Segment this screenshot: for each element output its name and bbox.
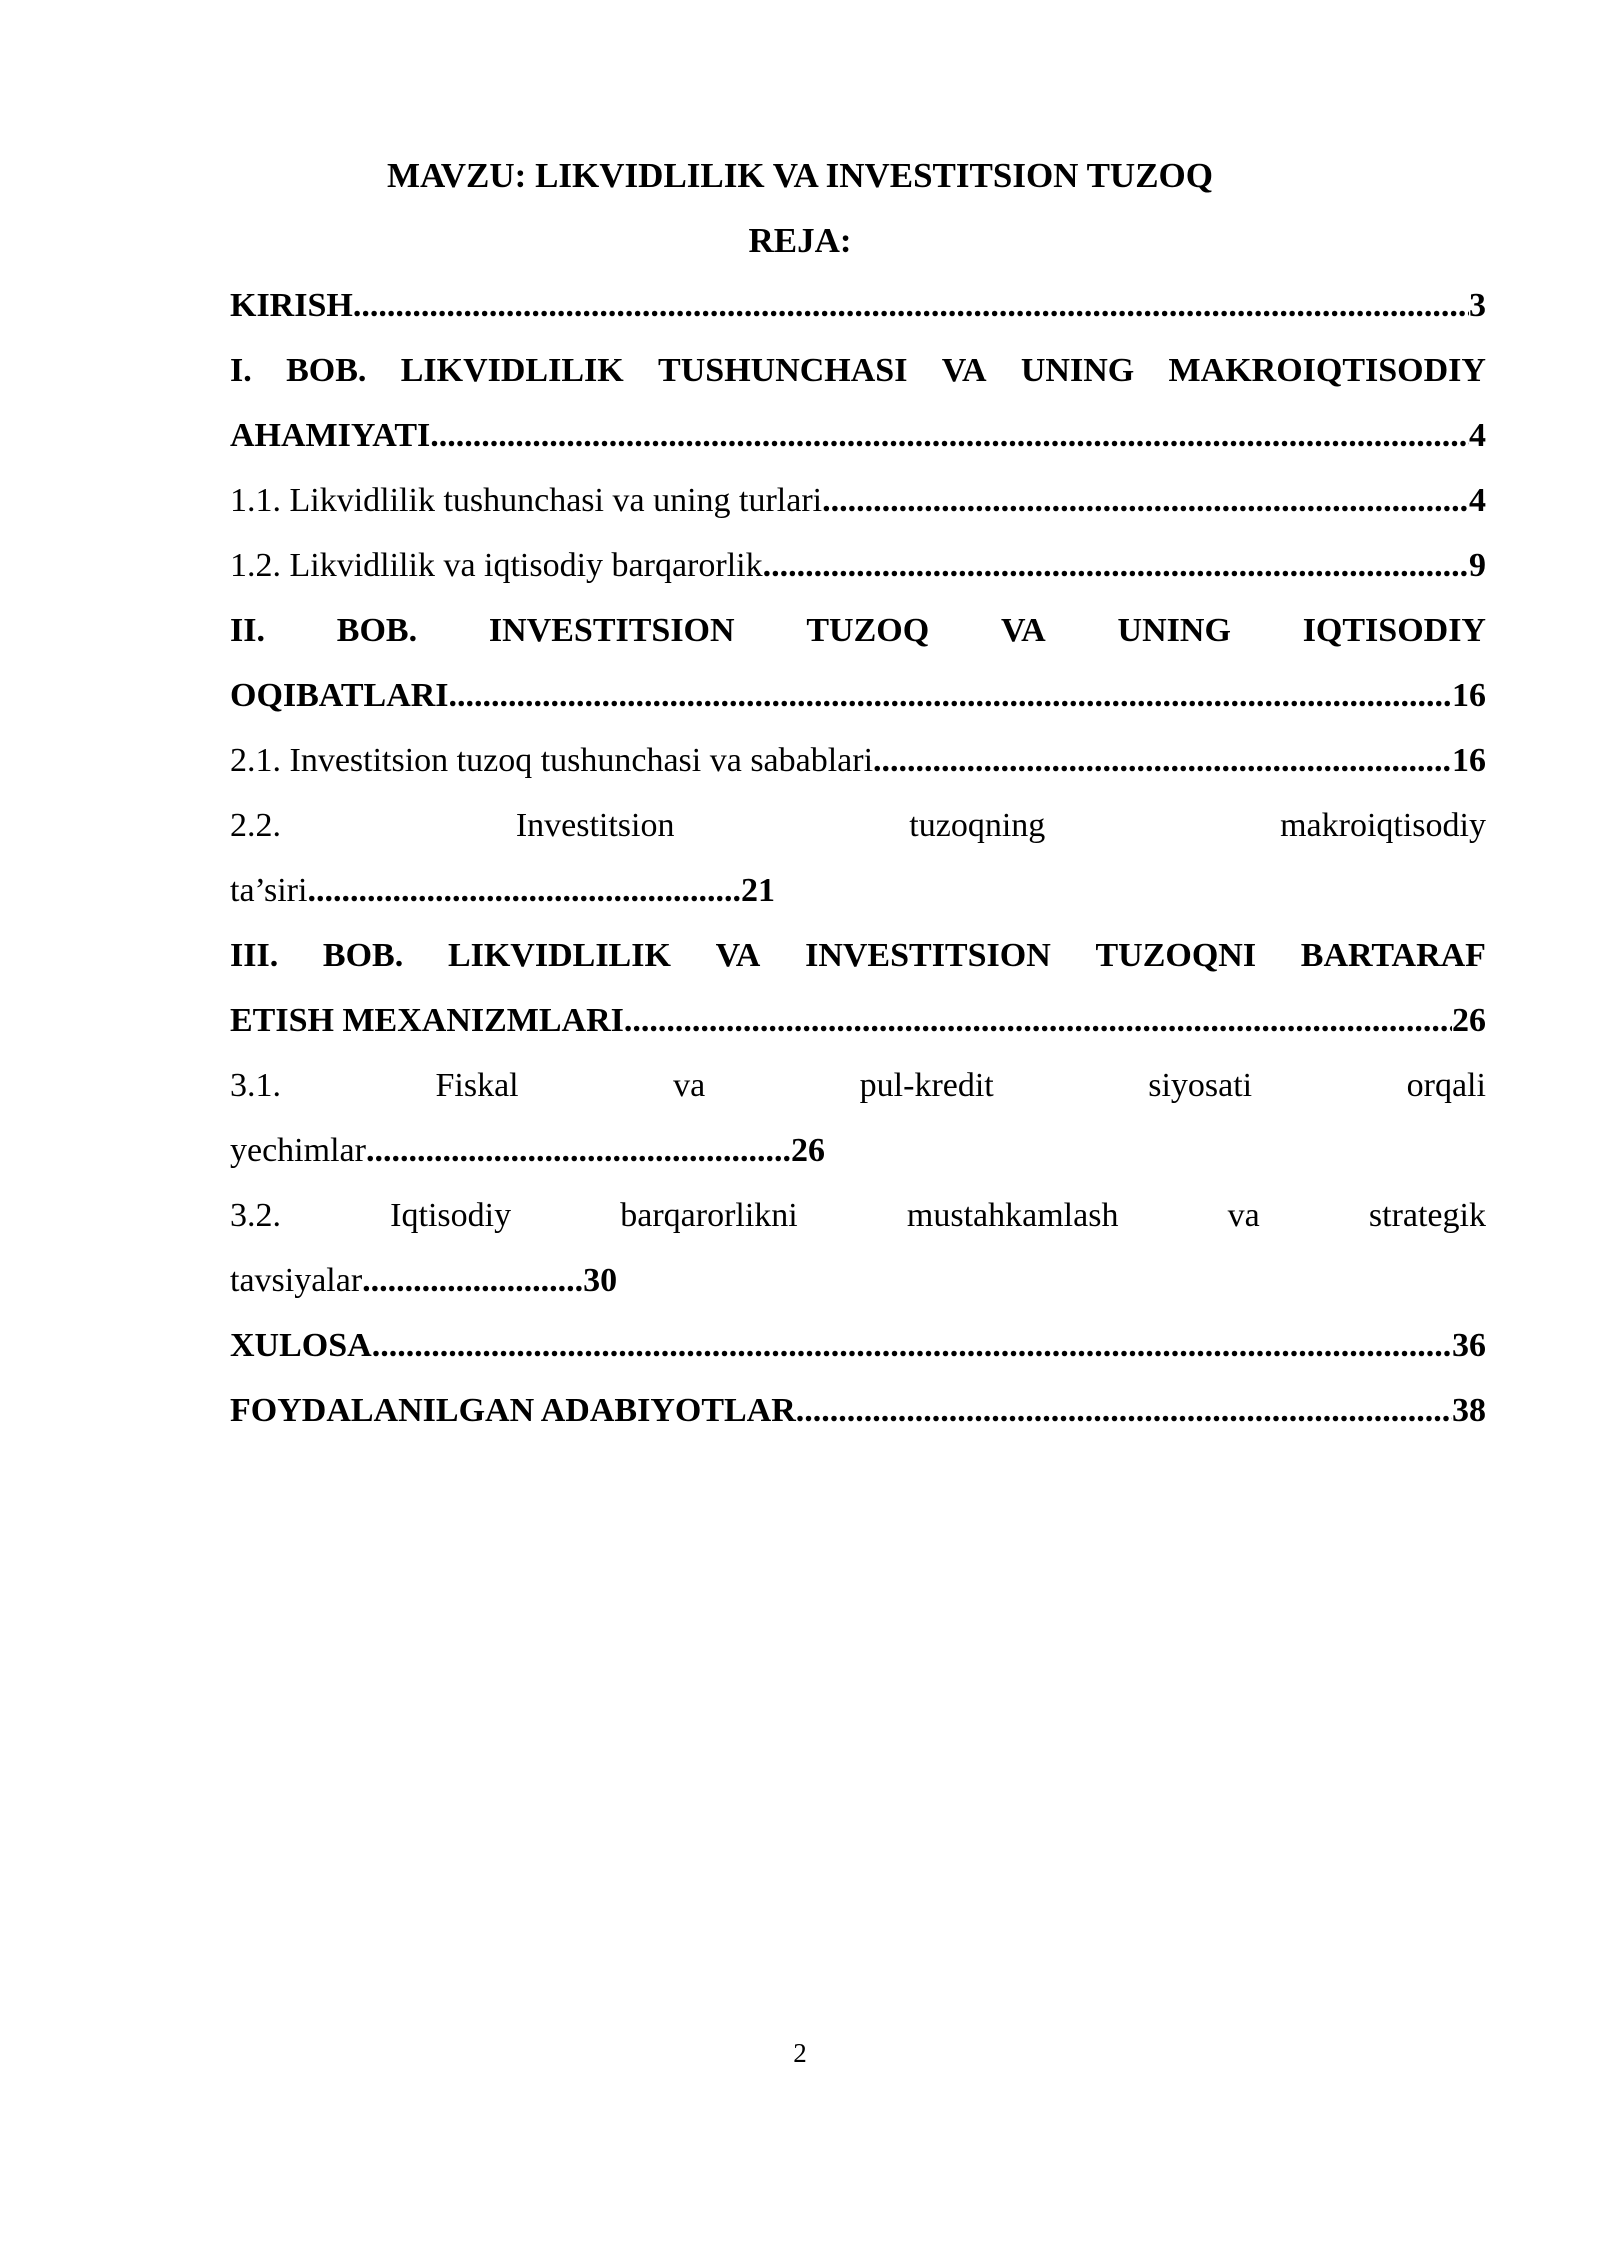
toc-leader-dots bbox=[430, 410, 1469, 462]
toc-leader-dots bbox=[873, 735, 1452, 787]
toc-page-number: 4 bbox=[1469, 482, 1486, 519]
toc-label: tavsiyalar bbox=[230, 1262, 363, 1299]
toc-entry-kirish[interactable] bbox=[230, 280, 1486, 345]
table-of-contents bbox=[230, 280, 1486, 1450]
toc-word: orqali bbox=[1406, 1067, 1486, 1104]
plan-heading: REJA: bbox=[748, 221, 852, 260]
toc-word: VA bbox=[1001, 612, 1046, 649]
toc-page-number: 16 bbox=[1452, 742, 1486, 779]
toc-word: BOB. bbox=[336, 612, 418, 649]
toc-word: Investitsion bbox=[515, 807, 675, 844]
toc-word: 3.2. bbox=[230, 1197, 281, 1234]
toc-word: TUZOQ bbox=[806, 612, 930, 649]
toc-word: VA bbox=[941, 352, 987, 389]
toc-page-number: 38 bbox=[1452, 1392, 1486, 1429]
toc-page-number: 21 bbox=[740, 872, 775, 909]
toc-word: UNING bbox=[1020, 352, 1135, 389]
toc-page-number: 30 bbox=[583, 1262, 618, 1299]
toc-word: barqarorlikni bbox=[620, 1197, 798, 1234]
toc-word: Iqtisodiy bbox=[390, 1197, 512, 1234]
toc-word: VA bbox=[715, 937, 761, 974]
toc-word: I. bbox=[230, 352, 252, 389]
toc-label: KIRISH bbox=[230, 287, 353, 324]
toc-word: tuzoqning bbox=[909, 807, 1046, 844]
toc-word: BOB. bbox=[322, 937, 404, 974]
toc-leader-dots: .................................................. bbox=[365, 1132, 791, 1169]
toc-entry-3-1[interactable] bbox=[230, 1060, 1486, 1125]
toc-page-number: 4 bbox=[1469, 417, 1486, 454]
toc-entry-bob1[interactable] bbox=[230, 345, 1486, 410]
toc-word: UNING bbox=[1117, 612, 1231, 649]
toc-word: 3.1. bbox=[230, 1067, 281, 1104]
toc-leader-dots bbox=[796, 1385, 1452, 1437]
toc-page-number: 16 bbox=[1452, 677, 1486, 714]
toc-label: 2.1. Investitsion tuzoq tushunchasi va sabablari bbox=[230, 742, 874, 779]
toc-entry-adabiyotlar[interactable] bbox=[230, 1385, 1486, 1450]
toc-word: strategik bbox=[1368, 1197, 1486, 1234]
toc-word: mustahkamlash bbox=[906, 1197, 1119, 1234]
toc-word: pul-kredit bbox=[859, 1067, 994, 1104]
toc-word: va bbox=[1227, 1197, 1260, 1234]
toc-word: MAKROIQTISODIY bbox=[1168, 352, 1486, 389]
toc-word: IQTISODIY bbox=[1302, 612, 1486, 649]
toc-word: TUZOQNI bbox=[1095, 937, 1257, 974]
toc-page-number: 9 bbox=[1469, 547, 1486, 584]
toc-word: INVESTITSION bbox=[488, 612, 735, 649]
toc-label: FOYDALANILGAN ADABIYOTLAR bbox=[230, 1392, 796, 1429]
toc-word: Fiskal bbox=[435, 1067, 519, 1104]
toc-word: BARTARAF bbox=[1300, 937, 1486, 974]
document-title: MAVZU: LIKVIDLILIK VA INVESTITSION TUZOQ bbox=[386, 156, 1213, 195]
toc-entry-3-2-cont[interactable] bbox=[230, 1255, 1486, 1320]
toc-entry-bob3-cont[interactable] bbox=[230, 995, 1486, 1060]
toc-word: II. bbox=[230, 612, 265, 649]
toc-entry-1-1[interactable] bbox=[230, 475, 1486, 540]
toc-entry-bob2-cont[interactable] bbox=[230, 670, 1486, 735]
toc-leader-dots: ................................................... bbox=[307, 872, 741, 909]
toc-label: 1.2. Likvidlilik va iqtisodiy barqarorlik bbox=[230, 547, 763, 584]
toc-label: ta’siri bbox=[230, 872, 308, 909]
toc-leader-dots bbox=[353, 280, 1469, 332]
toc-entry-3-2[interactable] bbox=[230, 1190, 1486, 1255]
toc-word: 2.2. bbox=[230, 807, 281, 844]
toc-label: ETISH MEXANIZMLARI bbox=[230, 1002, 624, 1039]
toc-entry-2-2-cont[interactable] bbox=[230, 865, 1486, 930]
toc-page-number: 26 bbox=[1452, 1002, 1486, 1039]
toc-leader-dots: .......................... bbox=[362, 1262, 584, 1299]
toc-page-number: 26 bbox=[790, 1132, 825, 1169]
toc-label: yechimlar bbox=[230, 1132, 366, 1169]
toc-entry-1-2[interactable] bbox=[230, 540, 1486, 605]
toc-word: makroiqtisodiy bbox=[1280, 807, 1486, 844]
toc-label: OQIBATLARI bbox=[230, 677, 449, 714]
toc-page-number: 36 bbox=[1452, 1327, 1486, 1364]
toc-label: AHAMIYATI bbox=[230, 417, 431, 454]
toc-page-number: 3 bbox=[1469, 287, 1486, 324]
toc-entry-2-1[interactable] bbox=[230, 735, 1486, 800]
toc-leader-dots bbox=[822, 475, 1469, 527]
toc-entry-bob1-cont[interactable] bbox=[230, 410, 1486, 475]
toc-word: siyosati bbox=[1148, 1067, 1253, 1104]
toc-word: TUSHUNCHASI bbox=[658, 352, 908, 389]
toc-entry-3-1-cont[interactable] bbox=[230, 1125, 1486, 1190]
toc-entry-bob2[interactable] bbox=[230, 605, 1486, 670]
toc-word: BOB. bbox=[286, 352, 367, 389]
toc-leader-dots bbox=[449, 670, 1452, 722]
toc-word: INVESTITSION bbox=[805, 937, 1051, 974]
page-number: 2 bbox=[793, 2038, 807, 2068]
toc-word: LIKVIDLILIK bbox=[400, 352, 624, 389]
toc-entry-bob3[interactable] bbox=[230, 930, 1486, 995]
toc-entry-xulosa[interactable] bbox=[230, 1320, 1486, 1385]
toc-leader-dots bbox=[372, 1320, 1452, 1372]
toc-label: XULOSA bbox=[230, 1327, 372, 1364]
toc-word: va bbox=[673, 1067, 706, 1104]
toc-word: III. bbox=[230, 937, 279, 974]
toc-leader-dots bbox=[763, 540, 1469, 592]
toc-word: LIKVIDLILIK bbox=[447, 937, 671, 974]
toc-label: 1.1. Likvidlilik tushunchasi va uning turlari bbox=[230, 482, 823, 519]
toc-leader-dots bbox=[624, 995, 1452, 1047]
toc-entry-2-2[interactable] bbox=[230, 800, 1486, 865]
